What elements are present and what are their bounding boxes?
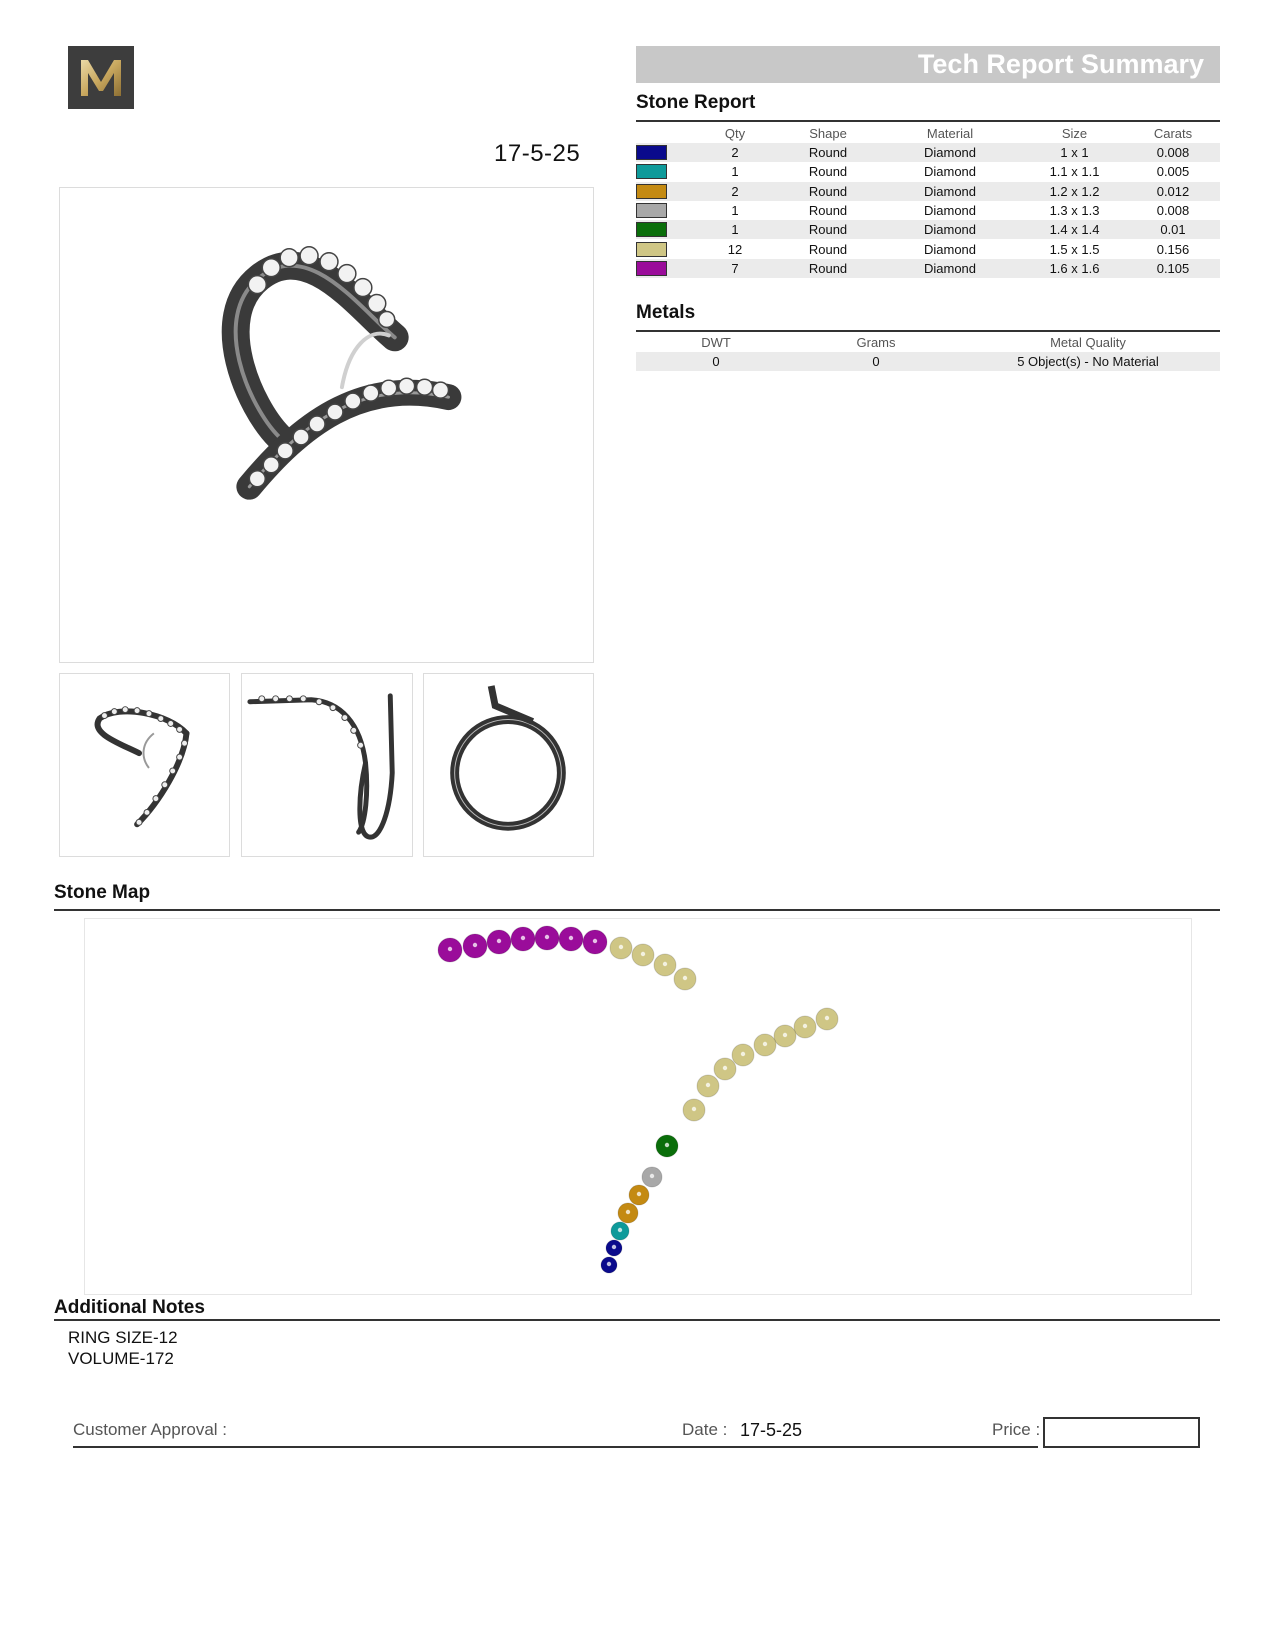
approval-date-label: Date :: [682, 1420, 728, 1439]
stone-map-marker-highlight: [692, 1107, 696, 1111]
stone-carats: 0.105: [1126, 259, 1220, 278]
stone-color-swatch: [636, 242, 667, 257]
stone-carats: 0.008: [1126, 143, 1220, 162]
stone-map-marker-highlight: [650, 1174, 654, 1178]
stone-shape: Round: [808, 164, 848, 180]
stone-map-marker-highlight: [545, 935, 549, 939]
stone-map-marker-highlight: [706, 1083, 710, 1087]
stone-material: Diamond: [877, 220, 1023, 239]
stone-color-cell: [636, 143, 691, 162]
metals-row: [636, 352, 1220, 371]
note-line: RING SIZE-12: [68, 1328, 178, 1347]
stone-carats: 0.005: [1156, 164, 1190, 180]
stone-report-rule: [636, 120, 1220, 122]
stone-map-marker-highlight: [612, 1245, 616, 1249]
stone-color-swatch: [636, 222, 667, 237]
stone-map-marker-highlight: [763, 1042, 767, 1046]
price-label: Price :: [992, 1420, 1041, 1439]
stone-color-cell: [636, 220, 691, 239]
stone-color-swatch: [636, 261, 667, 276]
column-header-dwt: DWT: [701, 334, 731, 350]
stone-carats: 0.01: [1126, 220, 1220, 239]
metals-grams: 0: [796, 352, 956, 371]
stone-report-header-row: [636, 123, 1220, 143]
stone-map-marker-highlight: [473, 943, 477, 947]
column-header-metal-quality: Metal Quality: [1050, 334, 1126, 350]
stone-map-marker-highlight: [741, 1052, 745, 1056]
report-header: [636, 46, 1220, 83]
stone-color-cell: [636, 259, 691, 278]
stone-map-marker-highlight: [593, 939, 597, 943]
stone-color-cell: [636, 201, 691, 220]
stone-shape: Round: [808, 203, 848, 219]
column-header-material: Material: [926, 125, 974, 141]
stone-material: Diamond: [877, 182, 1023, 201]
stone-shape: Round: [779, 182, 877, 201]
report-date: 17-5-25: [494, 140, 581, 167]
stone-size: 1 x 1: [1023, 143, 1126, 162]
stone-material: Diamond: [923, 241, 977, 257]
stone-report-row: [636, 143, 1220, 162]
stone-shape: Round: [779, 259, 877, 278]
stone-qty: 2: [691, 182, 779, 201]
notes-rule: [54, 1319, 1220, 1321]
stone-report-row: [636, 220, 1220, 239]
stone-material: Diamond: [877, 259, 1023, 278]
stone-material: Diamond: [877, 143, 1023, 162]
report-title: Tech Report Summary: [917, 49, 1204, 79]
stone-report-row: [636, 162, 1220, 181]
notes-title: Additional Notes: [54, 1297, 205, 1318]
ring-main-view: [59, 187, 594, 663]
stone-map-marker-highlight: [723, 1066, 727, 1070]
metals-table: [636, 332, 1220, 371]
customer-approval-label: Customer Approval :: [73, 1420, 228, 1439]
stone-size: 1.2 x 1.2: [1023, 182, 1126, 201]
stone-map-rule: [54, 909, 1220, 911]
stone-qty: 1: [731, 203, 739, 219]
column-header-carats: Carats: [1153, 125, 1193, 141]
customer-approval-line[interactable]: [73, 1446, 1038, 1448]
stone-shape: Round: [808, 241, 848, 257]
stone-map-marker-highlight: [569, 936, 573, 940]
price-input[interactable]: [1043, 1417, 1200, 1448]
stone-map-marker-highlight: [683, 976, 687, 980]
metals-quality: 5 Object(s) - No Material: [956, 352, 1220, 371]
stone-report-row: [636, 201, 1220, 220]
stone-shape: Round: [779, 220, 877, 239]
stone-map-title: Stone Map: [54, 882, 151, 903]
stone-qty: 1: [731, 164, 739, 180]
stone-material: Diamond: [923, 203, 977, 219]
stone-size: 1.1 x 1.1: [1049, 164, 1100, 180]
metals-title: Metals: [636, 302, 696, 323]
stone-size: 1.5 x 1.5: [1049, 241, 1100, 257]
stone-map: [84, 918, 1192, 1295]
stone-map-marker-highlight: [626, 1210, 630, 1214]
metals-header-row: [636, 332, 1220, 352]
stone-map-marker-highlight: [665, 1143, 669, 1147]
stone-report-row: [636, 239, 1220, 258]
stone-map-marker-highlight: [637, 1192, 641, 1196]
stone-qty: 12: [727, 241, 743, 257]
stone-carats: 0.012: [1126, 182, 1220, 201]
stone-shape: Round: [779, 143, 877, 162]
ring-side-view: [241, 673, 413, 857]
stone-report-row: [636, 182, 1220, 201]
column-header-shape: Shape: [809, 125, 847, 141]
stone-carats: 0.008: [1156, 203, 1190, 219]
stone-map-marker-highlight: [783, 1033, 787, 1037]
stone-map-marker-highlight: [641, 952, 645, 956]
approval-date-value: 17-5-25: [740, 1420, 803, 1440]
stone-map-marker-highlight: [618, 1228, 622, 1232]
stone-report-row: [636, 259, 1220, 278]
column-header-size: Size: [1061, 125, 1088, 141]
stone-size: 1.3 x 1.3: [1049, 203, 1100, 219]
stone-map-marker-highlight: [663, 962, 667, 966]
stone-carats: 0.156: [1156, 241, 1190, 257]
stone-map-marker-highlight: [521, 936, 525, 940]
ring-front-view: [423, 673, 594, 857]
column-header-qty: Qty: [724, 125, 746, 141]
stone-map-marker-highlight: [803, 1024, 807, 1028]
stone-size: 1.6 x 1.6: [1023, 259, 1126, 278]
stone-color-swatch: [636, 203, 667, 218]
stone-color-swatch: [636, 164, 667, 179]
stone-qty: 2: [691, 143, 779, 162]
stone-report-title: Stone Report: [636, 92, 756, 113]
stone-report-table: [636, 123, 1220, 278]
stone-qty: 7: [691, 259, 779, 278]
column-header-grams: Grams: [856, 334, 896, 350]
stone-map-canvas: [85, 919, 1191, 1294]
company-logo: [68, 46, 134, 109]
stone-map-marker-highlight: [825, 1016, 829, 1020]
stone-qty: 1: [691, 220, 779, 239]
stone-size: 1.4 x 1.4: [1023, 220, 1126, 239]
stone-report-rows: [636, 143, 1220, 278]
note-line: VOLUME-172: [68, 1349, 174, 1368]
stone-material: Diamond: [923, 164, 977, 180]
stone-color-cell: [636, 239, 691, 258]
stone-color-swatch: [636, 145, 667, 160]
stone-map-marker-highlight: [497, 939, 501, 943]
stone-map-marker-highlight: [607, 1262, 611, 1266]
stone-color-swatch: [636, 184, 667, 199]
column-header-color: [636, 123, 691, 143]
metals-dwt: 0: [636, 352, 796, 371]
stone-color-cell: [636, 182, 691, 201]
stone-map-marker-highlight: [619, 945, 623, 949]
stone-map-marker-highlight: [448, 947, 452, 951]
ring-top-view: [59, 673, 230, 857]
stone-color-cell: [636, 162, 691, 181]
